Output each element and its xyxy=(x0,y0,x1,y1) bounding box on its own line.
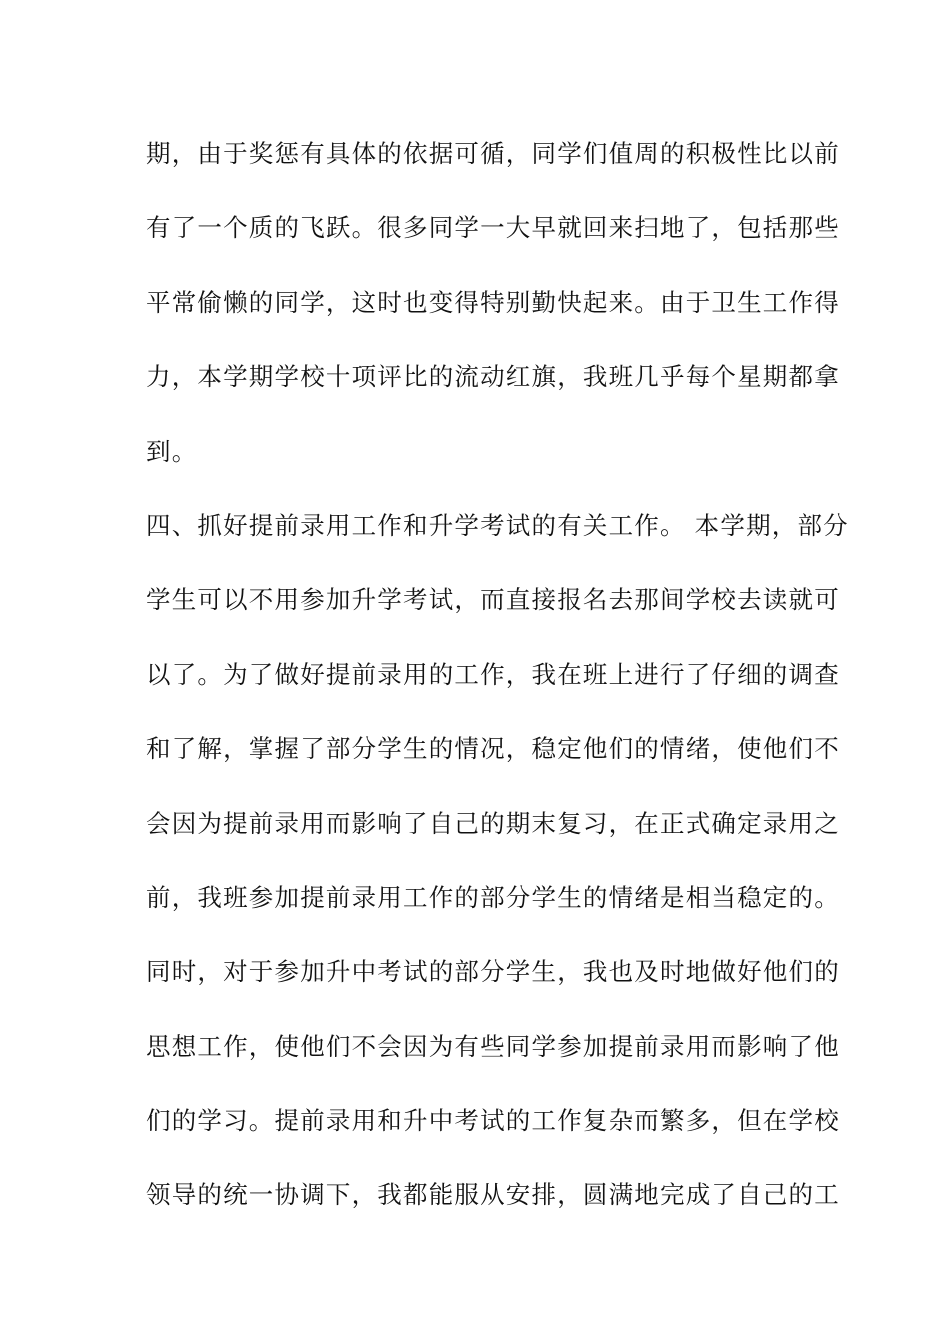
text-line: 到。 xyxy=(146,436,198,466)
text-line: 以了。为了做好提前录用的工作，我在班上进行了仔细的调查 xyxy=(146,659,840,689)
text-line: 和了解，掌握了部分学生的情况，稳定他们的情绪，使他们不 xyxy=(146,734,840,764)
text-line: 期，由于奖惩有具体的依据可循，同学们值周的积极性比以前 xyxy=(146,139,840,168)
text-line: 领导的统一协调下，我都能服从安排，圆满地完成了自己的工 xyxy=(146,1180,840,1210)
text-line: 学生可以不用参加升学考试，而直接报名去那间学校去读就可 xyxy=(146,585,840,615)
text-line: 有了一个质的飞跃。很多同学一大早就回来扫地了，包括那些 xyxy=(146,213,840,243)
section-heading-line: 四、抓好提前录用工作和升学考试的有关工作。 本学期，部分 xyxy=(146,510,849,540)
text-line: 同时，对于参加升中考试的部分学生，我也及时地做好他们的 xyxy=(146,957,840,987)
text-line: 前，我班参加提前录用工作的部分学生的情绪是相当稳定的。 xyxy=(146,882,840,912)
text-line: 力，本学期学校十项评比的流动红旗，我班几乎每个星期都拿 xyxy=(146,362,840,392)
text-line: 们的学习。提前录用和升中考试的工作复杂而繁多，但在学校 xyxy=(146,1106,840,1136)
body-text xyxy=(146,130,849,1246)
text-line: 会因为提前录用而影响了自己的期末复习，在正式确定录用之 xyxy=(146,808,840,838)
text-line: 思想工作，使他们不会因为有些同学参加提前录用而影响了他 xyxy=(146,1031,840,1061)
text-line: 平常偷懒的同学，这时也变得特别勤快起来。由于卫生工作得 xyxy=(146,287,840,317)
